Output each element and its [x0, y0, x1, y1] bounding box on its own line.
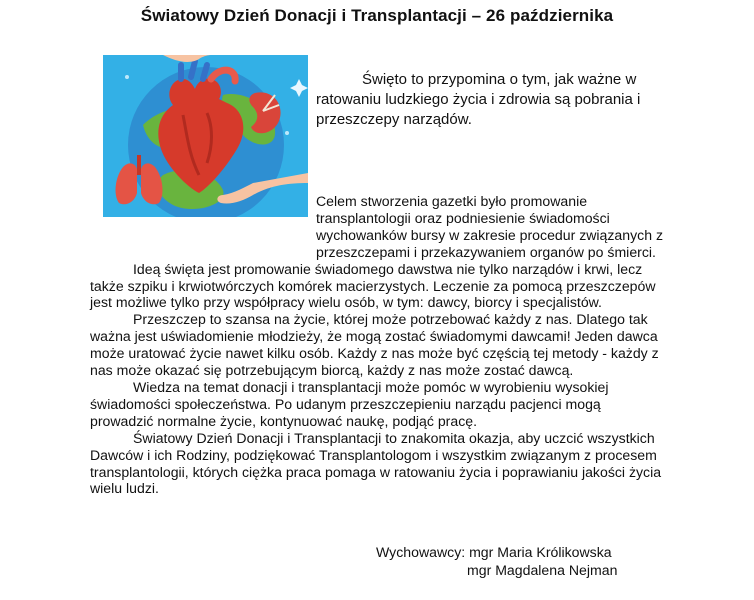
paragraph-chance: Przeszczep to szansa na życie, której może potrzebować każdy z nas. Dlatego tak ważna jest uświadomienie młodzieży, że mogą zostać świadomymi dawcami! Jeden dawca może uratować życie nawet kilku osób. Każdy z nas może być częścią tej metody - każdy z nas może okazać się potrzebującym biorcą, każdy z nas może zostać dawcą. — [90, 311, 659, 379]
signature-line-2: mgr Magdalena Nejman — [467, 562, 618, 578]
page-title: Światowy Dzień Donacji i Transplantacji – 26 października — [140, 6, 614, 25]
paragraph-knowledge: Wiedza na temat donacji i transplantacji może pomóc w wyrobieniu wysokiej świadomości społeczeństwa. Po udanym przeszczepieniu narządu pacjenci mogą prowadzić normalne życie, kontynuować naukę, podjąć pracę. — [90, 378, 609, 429]
article-body — [90, 193, 666, 497]
paragraph-purpose: Celem stworzenia gazetki było promowanie transplantologii oraz podniesienie świadomości wychowanków bursy w zakresie procedur związanych z przeszczepami i przekazywaniem organów po śmierci. — [316, 193, 664, 260]
signature — [376, 543, 617, 579]
intro-paragraph: Święto to przypomina o tym, jak ważne w ratowaniu ludzkiego życia i zdrowia są pobrania i przeszczepy narządów. — [316, 71, 641, 128]
signature-line-1: Wychowawcy: mgr Maria Królikowska — [376, 544, 612, 560]
paragraph-idea: Ideą święta jest promowanie świadomego dawstwa nie tylko narządów i krwi, lecz także szpiku i krwiotwórczych komórek macierzystych. Leczenie za pomocą przeszczepów jest możliwe tylko przy współpracy wielu osób, w tym: dawcy, biorcy i specjalistów. — [90, 260, 656, 311]
paragraph-tribute: Światowy Dzień Donacji i Transplantacji to znakomita okazja, aby uczcić wszystkich Dawców i ich Rodziny, podziękować Transplantologom i wszystkim związanym z procesem transplantologii, których ciężka praca pomaga w ratowaniu życia i poprawianiu jakości życia wielu ludzi. — [90, 429, 662, 497]
